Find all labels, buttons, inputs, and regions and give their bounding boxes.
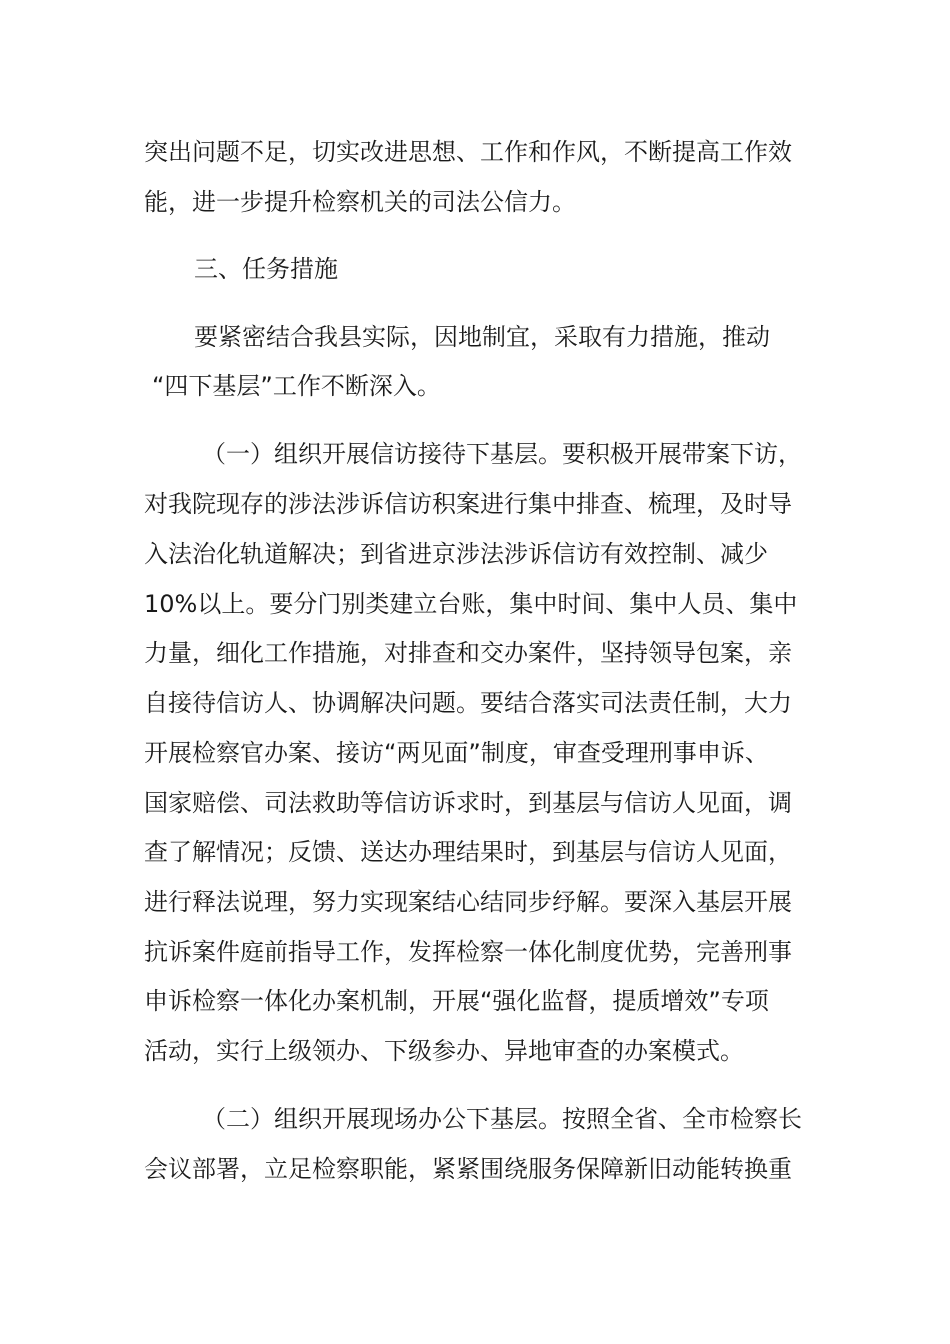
item1-line-8: 国家赔偿、司法救助等信访诉求时，到基层与信访人见面，调 <box>144 789 792 817</box>
item1-line-2: 对我院现存的涉法涉诉信访积案进行集中排查、梳理，及时导 <box>144 490 792 518</box>
item1-line-11: 抗诉案件庭前指导工作，发挥检察一体化制度优势，完善刑事 <box>144 938 792 966</box>
item1-line-4: 10%以上。要分门别类建立台账，集中时间、集中人员、集中 <box>144 590 798 618</box>
item1-line-10: 进行释法说理，努力实现案结心结同步纾解。要深入基层开展 <box>144 888 792 916</box>
lead-line-2: “四下基层”工作不断深入。 <box>152 372 441 400</box>
intro-line-2: 能，进一步提升检察机关的司法公信力。 <box>144 188 576 216</box>
item1-line-1: （一）组织开展信访接待下基层。要积极开展带案下访， <box>202 440 802 468</box>
item1-line-9: 查了解情况；反馈、送达办理结果时，到基层与信访人见面， <box>144 838 792 866</box>
item2-line-1: （二）组织开展现场办公下基层。按照全省、全市检察长 <box>202 1105 802 1133</box>
lead-line-1: 要紧密结合我县实际，因地制宜，采取有力措施，推动 <box>194 323 770 351</box>
item1-line-12: 申诉检察一体化办案机制，开展“强化监督，提质增效”专项 <box>144 987 769 1015</box>
item2-line-2: 会议部署，立足检察职能，紧紧围绕服务保障新旧动能转换重 <box>144 1155 792 1183</box>
item1-line-13: 活动，实行上级领办、下级参办、异地审查的办案模式。 <box>144 1037 744 1065</box>
item1-line-5: 力量，细化工作措施，对排查和交办案件，坚持领导包案，亲 <box>144 639 792 667</box>
intro-line-1: 突出问题不足，切实改进思想、工作和作风，不断提高工作效 <box>144 138 792 166</box>
item1-line-6: 自接待信访人、协调解决问题。要结合落实司法责任制，大力 <box>144 689 792 717</box>
item1-line-7: 开展检察官办案、接访“两见面”制度，审查受理刑事申诉、 <box>144 739 769 767</box>
section-heading: 三、任务措施 <box>194 255 338 283</box>
item1-line-3: 入法治化轨道解决；到省进京涉法涉诉信访有效控制、减少 <box>144 540 768 568</box>
